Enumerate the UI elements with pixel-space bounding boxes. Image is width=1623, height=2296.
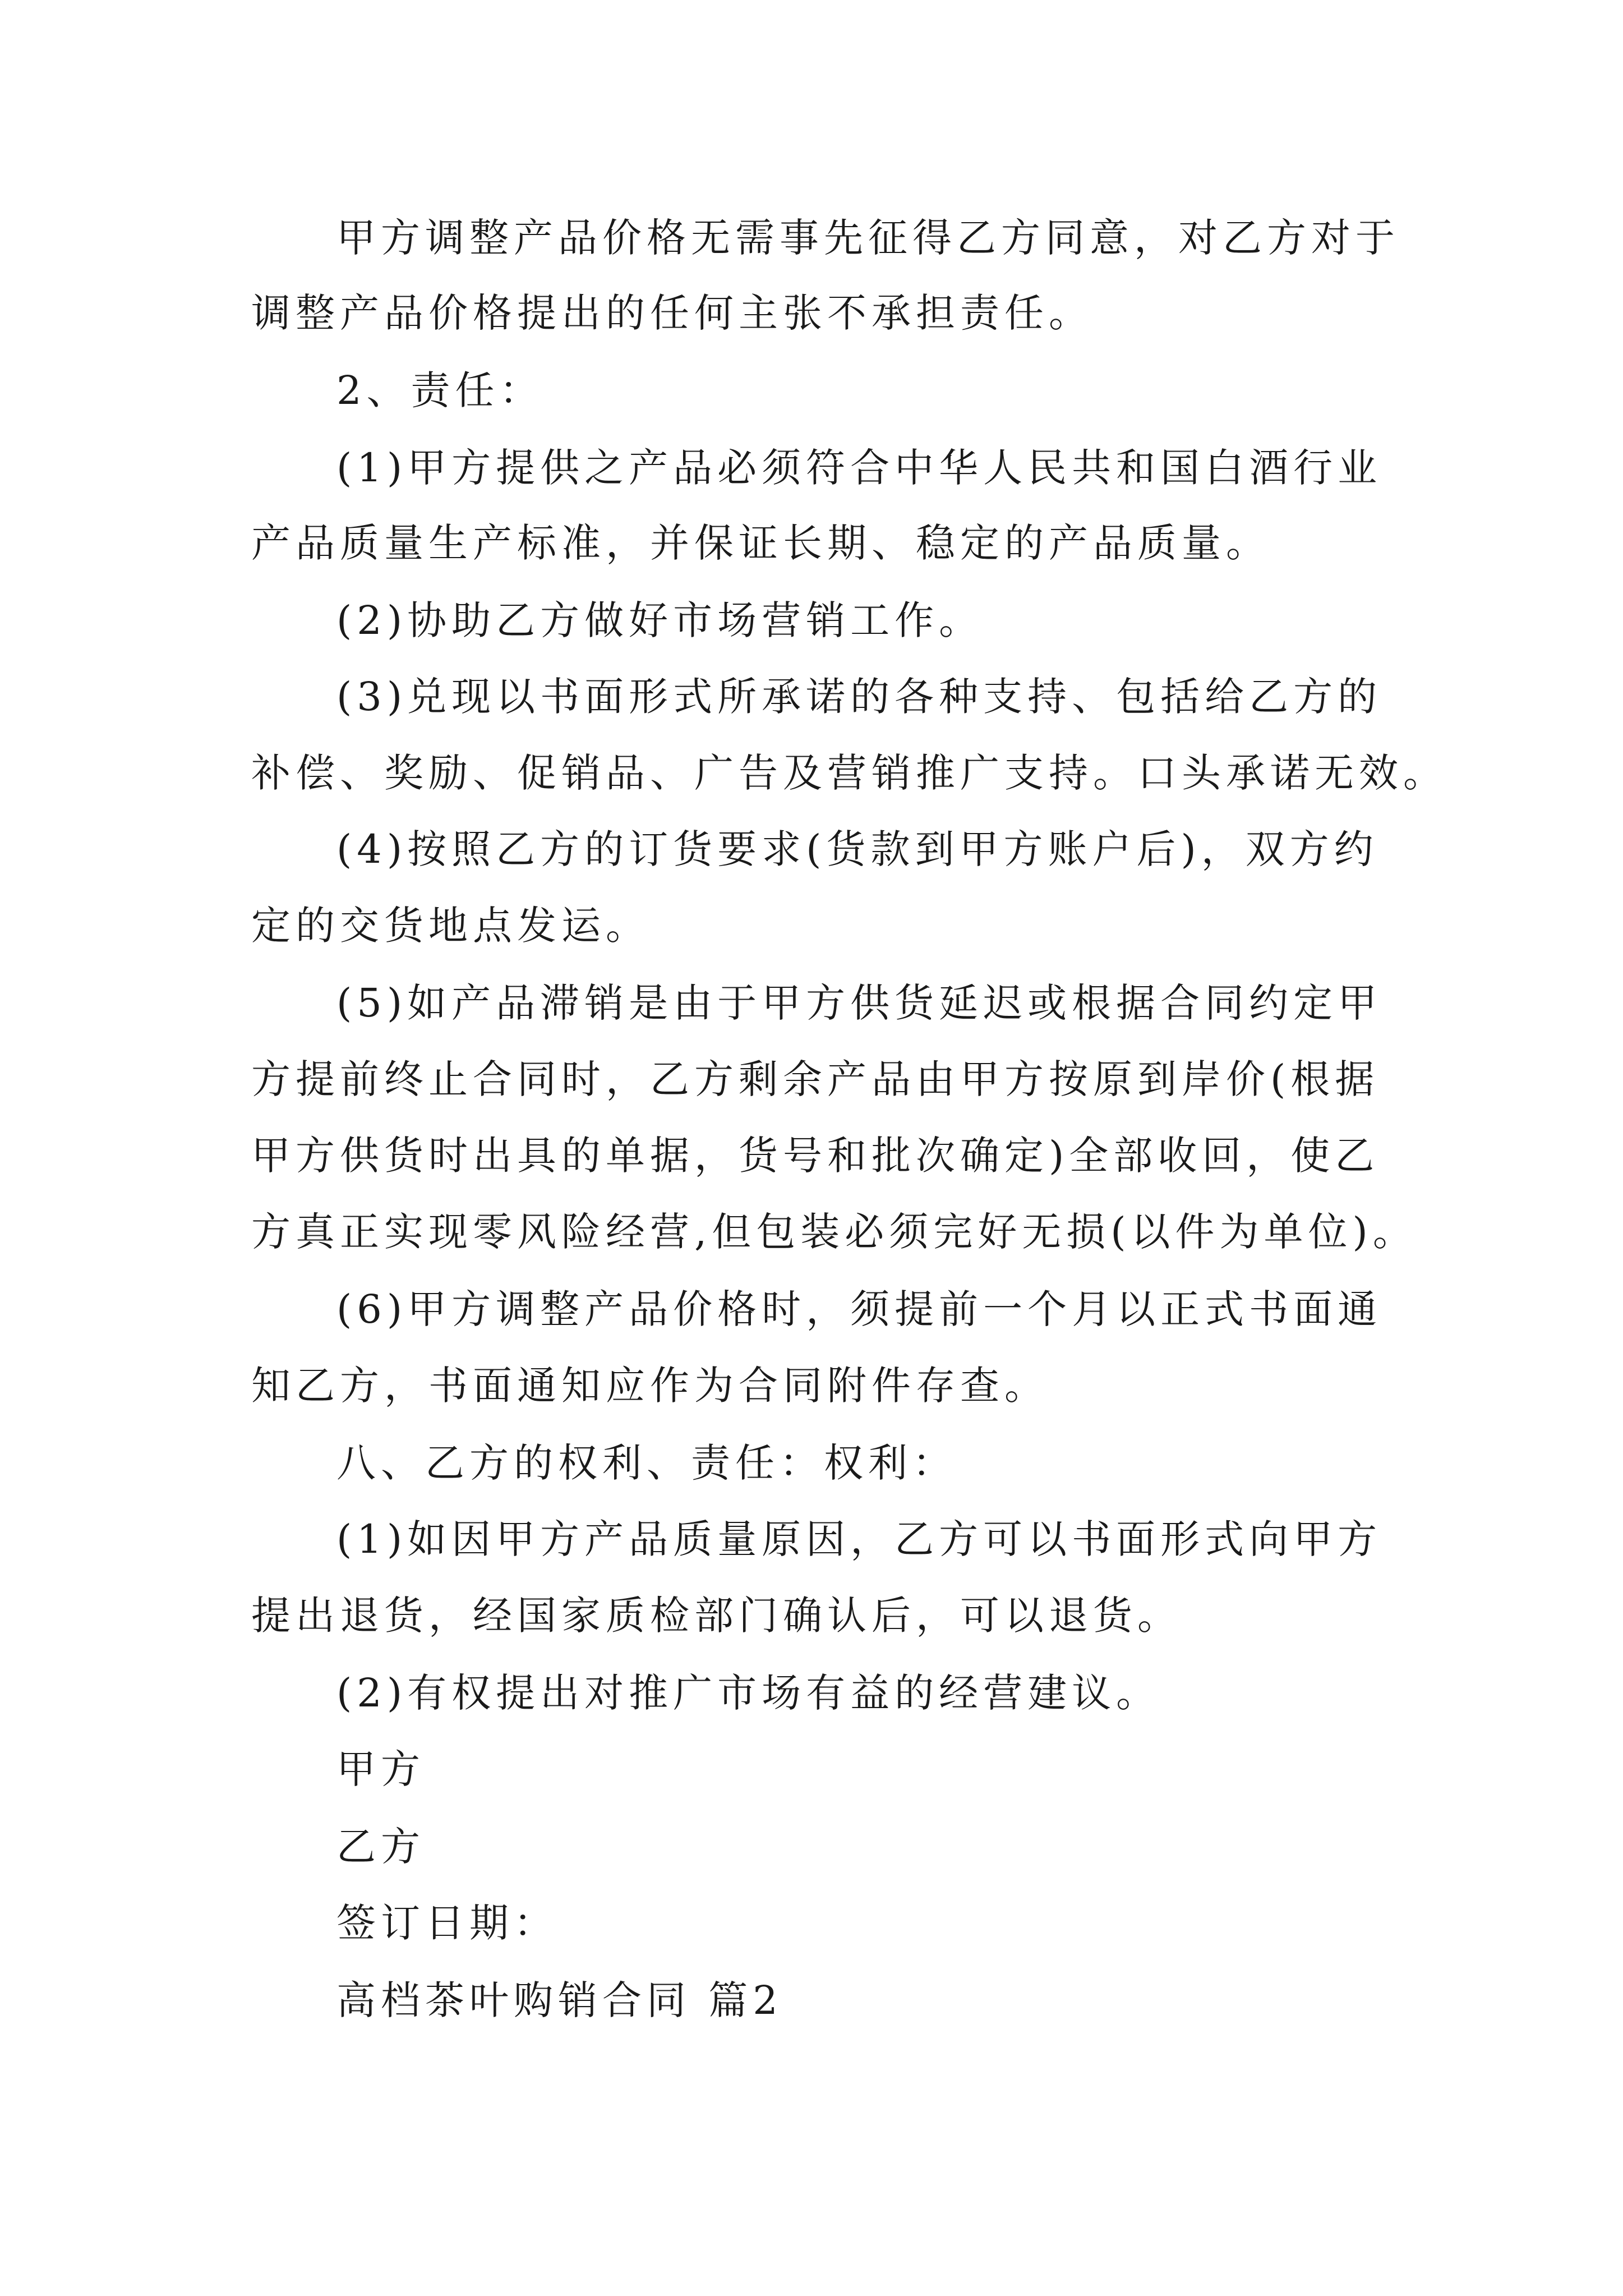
paragraph-line: (1)如因甲方产品质量原因，乙方可以书面形式向甲方 <box>336 1516 1382 1562</box>
paragraph-line: 知乙方，书面通知应作为合同附件存查。 <box>251 1363 1049 1409</box>
paragraph-line: (5)如产品滞销是由于甲方供货延迟或根据合同约定甲 <box>336 980 1382 1026</box>
paragraph-line: (2)协助乙方做好市场营销工作。 <box>336 597 984 643</box>
paragraph-line: 甲方供货时出具的单据，货号和批次确定)全部收回，使乙 <box>251 1133 1380 1179</box>
paragraph-line: 提出退货，经国家质检部门确认后，可以退货。 <box>251 1593 1182 1639</box>
paragraph-line: (3)兑现以书面形式所承诺的各种支持、包括给乙方的 <box>336 674 1382 720</box>
signing-date-label: 签订日期： <box>336 1900 558 1946</box>
paragraph-line: (6)甲方调整产品价格时，须提前一个月以正式书面通 <box>336 1286 1382 1332</box>
signature-party-b: 乙方 <box>336 1824 425 1870</box>
next-contract-title: 高档茶叶购销合同 篇2 <box>336 1977 783 2023</box>
paragraph-line: 方真正实现零风险经营,但包装必须完好无损(以件为单位)。 <box>251 1209 1417 1255</box>
paragraph-line: 补偿、奖励、促销品、广告及营销推广支持。口头承诺无效。 <box>251 750 1447 796</box>
section-heading: 八、乙方的权利、责任：权利： <box>336 1440 957 1486</box>
paragraph-line: 产品质量生产标准，并保证长期、稳定的产品质量。 <box>251 520 1270 566</box>
paragraph-line: 定的交货地点发运。 <box>251 903 650 949</box>
signature-party-a: 甲方 <box>336 1746 425 1792</box>
section-heading: 2、责任： <box>336 367 544 413</box>
paragraph-line: (2)有权提出对推广市场有益的经营建议。 <box>336 1670 1161 1716</box>
paragraph-line: 甲方调整产品价格无需事先征得乙方同意，对乙方对于 <box>336 215 1400 261</box>
paragraph-line: 调整产品价格提出的任何主张不承担责任。 <box>251 290 1093 336</box>
paragraph-line: (4)按照乙方的订货要求(货款到甲方账户后)，双方约 <box>336 826 1378 872</box>
paragraph-line: 方提前终止合同时，乙方剩余产品由甲方按原到岸价(根据 <box>251 1056 1380 1102</box>
paragraph-line: (1)甲方提供之产品必须符合中华人民共和国白酒行业 <box>336 445 1382 491</box>
